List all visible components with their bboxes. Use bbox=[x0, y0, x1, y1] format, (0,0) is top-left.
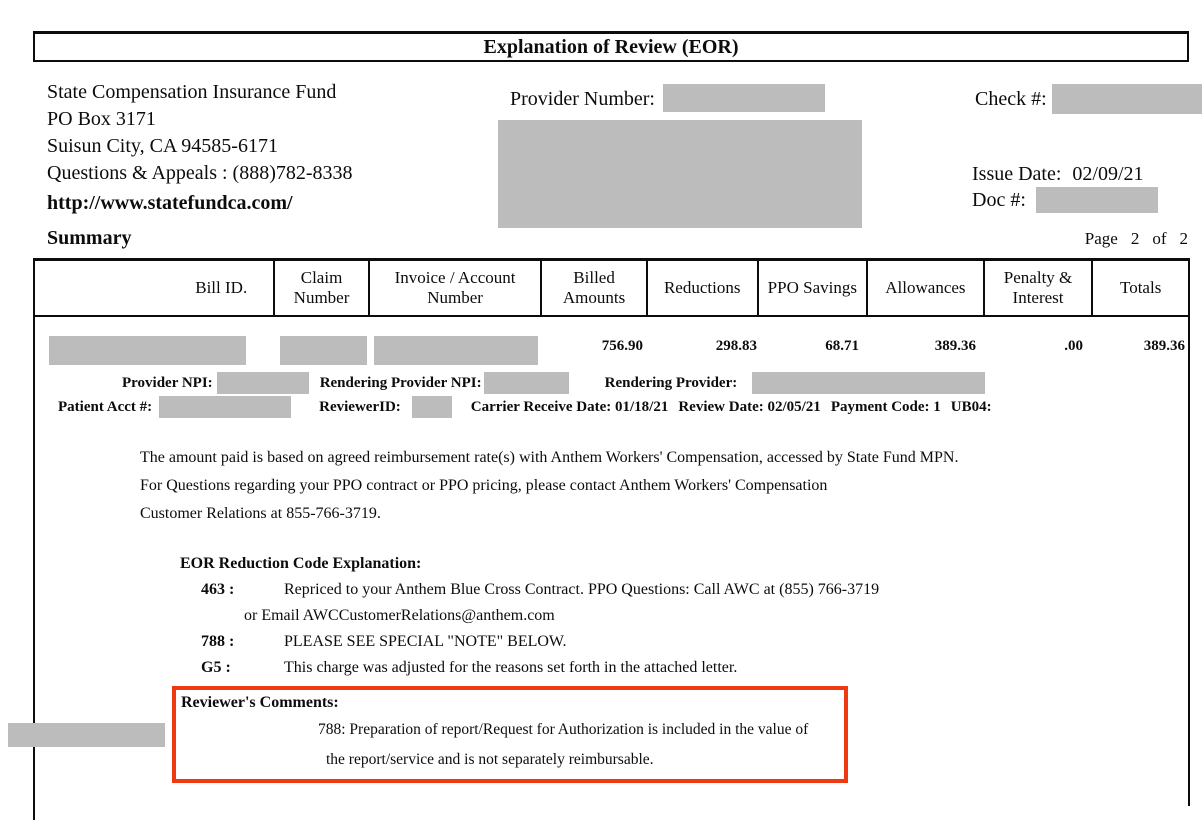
redacted-check-number bbox=[1052, 84, 1202, 114]
page-number: 2 bbox=[1130, 229, 1140, 248]
document-title-bar bbox=[33, 31, 1189, 62]
reduction-code-788-text: PLEASE SEE SPECIAL "NOTE" BELOW. bbox=[284, 633, 567, 650]
reviewer-comments-heading: Reviewer's Comments: bbox=[181, 694, 339, 711]
provider-number-label: Provider Number: bbox=[510, 88, 655, 110]
column-header-invoice-account-number: Invoice / Account Number bbox=[368, 261, 540, 315]
sender-city-line: Suisun City, CA 94585-6171 bbox=[47, 135, 278, 157]
redacted-invoice-account-number bbox=[374, 336, 538, 365]
reduction-code-g5-text: This charge was adjusted for the reasons set forth in the attached letter. bbox=[284, 659, 738, 676]
redacted-doc-number bbox=[1036, 187, 1158, 213]
redacted-bill-id bbox=[49, 336, 246, 365]
reduction-code-block bbox=[180, 551, 880, 681]
redacted-provider-npi bbox=[217, 372, 309, 394]
table-right-border bbox=[1188, 317, 1190, 806]
check-number-label: Check #: bbox=[975, 88, 1047, 110]
column-header-bill-id: Bill ID. bbox=[195, 278, 248, 297]
sender-po-box: PO Box 3171 bbox=[47, 108, 156, 130]
redacted-rendering-npi bbox=[484, 372, 569, 394]
patient-detail-line bbox=[58, 396, 992, 418]
npi-detail-line bbox=[122, 372, 985, 394]
column-header-allowances: Allowances bbox=[866, 261, 983, 315]
document-title: Explanation of Review (EOR) bbox=[483, 35, 739, 58]
reduction-code-row-463 bbox=[201, 577, 879, 603]
redacted-margin-note bbox=[8, 723, 165, 747]
reductions-value: 298.83 bbox=[715, 338, 757, 354]
rendering-npi-label: Rendering Provider NPI: bbox=[319, 374, 482, 391]
issue-date-value: 02/09/21 bbox=[1072, 163, 1144, 185]
redacted-reviewer-id bbox=[412, 396, 452, 418]
issue-date-line bbox=[972, 163, 1144, 186]
patient-acct-label: Patient Acct #: bbox=[58, 398, 153, 415]
reduction-code-788: 788 : bbox=[201, 633, 235, 650]
reduction-code-g5: G5 : bbox=[201, 659, 231, 676]
ppo-notice-line3: Customer Relations at 855-766-3719. bbox=[140, 505, 381, 522]
reduction-code-463-continued: or Email AWCCustomerRelations@anthem.com bbox=[244, 607, 555, 624]
reviewer-id-label: ReviewerID: bbox=[319, 398, 401, 415]
column-header-penalty-interest: Penalty & Interest bbox=[983, 261, 1092, 315]
summary-heading: Summary bbox=[47, 227, 132, 249]
doc-number-label: Doc #: bbox=[972, 189, 1026, 211]
page-indicator bbox=[1020, 229, 1188, 249]
sender-address-block bbox=[47, 79, 353, 217]
payment-code: Payment Code: 1 bbox=[830, 398, 941, 415]
ppo-notice-paragraph bbox=[140, 444, 958, 528]
sender-name: State Compensation Insurance Fund bbox=[47, 81, 337, 103]
redacted-claim-number bbox=[280, 336, 367, 365]
column-header-reductions: Reductions bbox=[646, 261, 757, 315]
reduction-code-row-g5 bbox=[201, 655, 879, 681]
sender-questions-line: Questions & Appeals : (888)782-8338 bbox=[47, 162, 353, 184]
sender-website: http://www.statefundca.com/ bbox=[47, 192, 293, 214]
ppo-notice-line2: For Questions regarding your PPO contract or PPO pricing, please contact Anthem Workers' Compensation bbox=[140, 477, 828, 494]
rendering-provider-label: Rendering Provider: bbox=[604, 374, 738, 391]
page-total: 2 bbox=[1179, 229, 1188, 248]
reduction-code-463-text: Repriced to your Anthem Blue Cross Contract. PPO Questions: Call AWC at (855) 766-3719 bbox=[284, 581, 880, 598]
column-header-billed-amounts: Billed Amounts bbox=[540, 261, 646, 315]
reduction-code-heading: EOR Reduction Code Explanation: bbox=[180, 555, 422, 572]
allowances-value: 389.36 bbox=[934, 338, 976, 354]
redacted-rendering-provider bbox=[752, 372, 985, 394]
carrier-receive-date: Carrier Receive Date: 01/18/21 bbox=[470, 398, 669, 415]
totals-value: 389.36 bbox=[1143, 338, 1185, 354]
ppo-notice-line1: The amount paid is based on agreed reimbursement rate(s) with Anthem Workers' Compensation, accessed by State Fund MPN. bbox=[140, 449, 959, 466]
ppo-savings-value: 68.71 bbox=[825, 338, 859, 354]
column-header-totals: Totals bbox=[1091, 261, 1188, 315]
page-word: Page bbox=[1084, 229, 1118, 248]
penalty-interest-value: .00 bbox=[1064, 338, 1083, 354]
ub04-label: UB04: bbox=[950, 398, 992, 415]
billed-amounts-value: 756.90 bbox=[601, 338, 643, 354]
redacted-provider-number bbox=[663, 84, 825, 112]
reviewer-comments-line2: the report/service and is not separately reimbursable. bbox=[326, 751, 654, 768]
reduction-code-463: 463 : bbox=[201, 581, 235, 598]
reduction-code-row-788 bbox=[201, 629, 879, 655]
reviewer-comments-box bbox=[172, 686, 848, 783]
summary-table-header bbox=[33, 258, 1190, 317]
provider-npi-label: Provider NPI: bbox=[122, 374, 213, 391]
reviewer-comments-line1: 788: Preparation of report/Request for Authorization is included in the value of bbox=[318, 721, 809, 738]
redacted-patient-acct bbox=[159, 396, 291, 418]
redacted-payee-address-block bbox=[498, 120, 862, 228]
column-header-claim-number: Claim Number bbox=[273, 261, 368, 315]
issue-date-label: Issue Date: bbox=[972, 163, 1062, 185]
column-header-ppo-savings: PPO Savings bbox=[757, 261, 867, 315]
review-date: Review Date: 02/05/21 bbox=[678, 398, 821, 415]
page-of-word: of bbox=[1152, 229, 1167, 248]
